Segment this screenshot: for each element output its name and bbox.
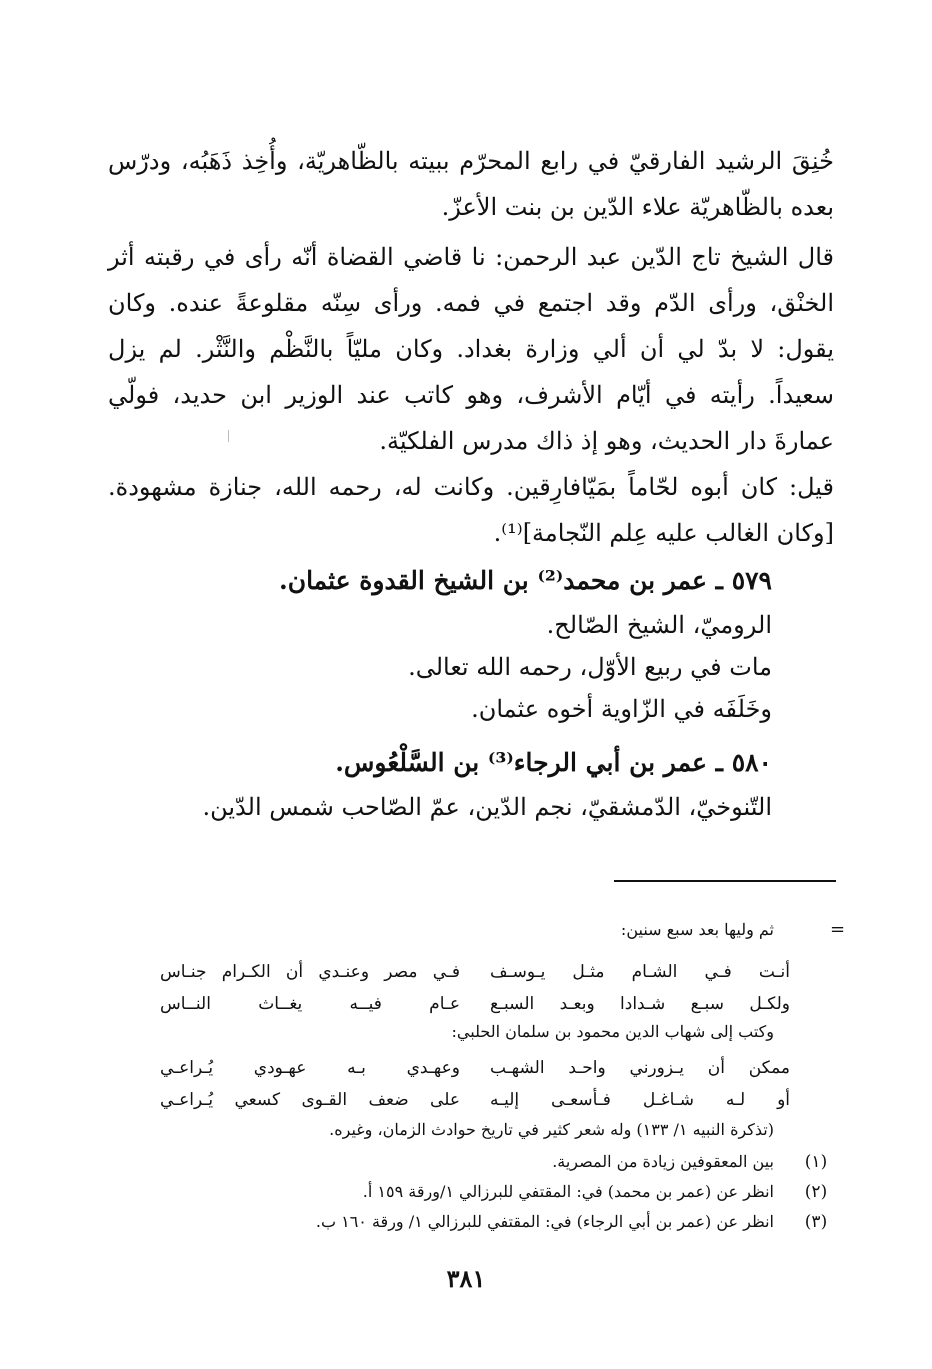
verse-hemistich: عـام فيــه يغــاث النــاس — [160, 994, 460, 1014]
footnote-3-text: انظر عن (عمر بن أبي الرجاء) في: المقتفي للبرزالي ١/ ورقة ١٦٠ ب. — [315, 1212, 774, 1231]
entry-579-line-3: وخَلَفَه في الزّاوية أخوه عثمان. — [471, 695, 772, 723]
verse-hemistich: فـي مصر وعنـدي أن الكـرام جنـاس — [160, 962, 460, 982]
verse-row-1 — [160, 958, 790, 986]
verse-hemistich: وعهـدي بـه عهـودي يُـراعـي — [160, 1058, 460, 1078]
verse-row-2 — [160, 990, 790, 1018]
footnote-2-number: (٢) — [804, 1182, 828, 1202]
footnote-3-number: (٣) — [804, 1212, 828, 1232]
verse-hemistich: ولكـل سبـع شـدادا وبعـد السبـع — [490, 994, 790, 1014]
page-number: ٣٨١ — [446, 1264, 486, 1293]
footnote-2-text: انظر عن (عمر بن محمد) في: المقتفي للبرزالي ١/ورقة ١٥٩ أ. — [362, 1182, 774, 1201]
footnote-mid: وكتب إلى شهاب الدين محمود بن سلمان الحلبي: — [451, 1022, 774, 1041]
entry-579-heading: ٥٧٩ ـ عمر بن محمد⁽²⁾ بن الشيخ القدوة عثمان. — [279, 566, 772, 595]
verse-hemistich: ممكن أن يـزورني واحـد الشهـب — [490, 1058, 790, 1078]
paragraph-3: قيل: كان أبوه لحّاماً بمَيّافارِقين. وكانت له، رحمه الله، جنازة مشهودة. [وكان الغالب عليه عِلم النّجامة]⁽¹⁾. — [108, 473, 834, 547]
verse-hemistich: أو لـه شـاغـل فـأسعـى إليـه — [490, 1090, 790, 1110]
footnote-1-text: بين المعقوفين زيادة من المصرية. — [552, 1152, 774, 1171]
scan-speck — [228, 430, 229, 442]
footnote-source: (تذكرة النبيه ١/ ١٣٣) وله شعر كثير في تاريخ حوادث الزمان، وغيره. — [329, 1120, 774, 1139]
entry-579-line-2: مات في ربيع الأوّل، رحمه الله تعالى. — [408, 653, 772, 681]
entry-580-heading: ٥٨٠ ـ عمر بن أبي الرجاء⁽³⁾ بن السَّلْعُوس. — [335, 748, 772, 777]
footnote-separator — [614, 880, 836, 882]
entry-580-line-1: التّنوخيّ، الدّمشقيّ، نجم الدّين، عمّ الصّاحب شمس الدّين. — [202, 793, 772, 821]
verse-row-3 — [160, 1054, 790, 1082]
footnote-1-number: (١) — [804, 1152, 828, 1172]
verse-row-4 — [160, 1086, 790, 1114]
entry-579-line-1: الروميّ، الشيخ الصّالح. — [546, 611, 772, 639]
verse-hemistich: على ضعف القـوى كسعي يُـراعـي — [160, 1090, 460, 1110]
verse-hemistich: أنـت فـي الشـام مثـل يـوسـف — [490, 962, 790, 982]
footnote-intro: ثم وليها بعد سبع سنين: — [620, 920, 774, 939]
continuation-mark: = — [830, 919, 846, 940]
paragraph-2: قال الشيخ تاج الدّين عبد الرحمن: نا قاضي القضاة أنّه رأى في رقبته أثر الخنْق، ورأى الدّم وقد اجتمع في فمه. ورأى سِنّه مقلوعةً عنده. وكان يقول: لا بدّ لي أن ألي وزارة بغداد. وكان مليّاً بالنَّظْم والنَّثْر. لم يزل سعيداً. رأيته في أيّام الأشرف، وهو كاتب عند الوزير ابن حديد، فولّي عمارةَ دار الحديث، وهو إذ ذاك مدرس الفلكيّة. — [108, 243, 834, 455]
paragraph-1: خُنِقَ الرشيد الفارقيّ في رابع المحرّم ببيته بالظّاهريّة، وأُخِذ ذَهَبُه، ودرّس بعده بالظّاهريّة علاء الدّين بن بنت الأعزّ. — [108, 147, 834, 221]
